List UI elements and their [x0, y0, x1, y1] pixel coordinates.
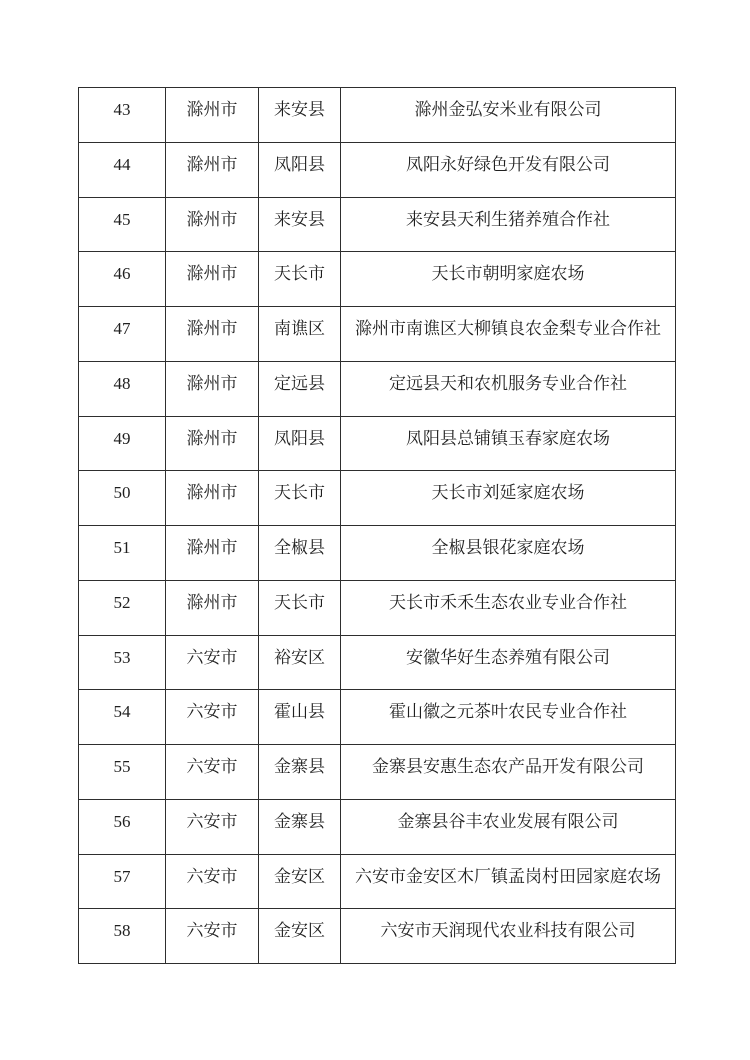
cell-county: 来安县	[259, 88, 341, 143]
table-row	[79, 799, 676, 854]
cell-organization: 来安县天利生猪养殖合作社	[341, 197, 676, 252]
table-row	[79, 580, 676, 635]
cell-organization: 滁州市南谯区大柳镇良农金梨专业合作社	[341, 307, 676, 362]
cell-organization: 滁州金弘安米业有限公司	[341, 88, 676, 143]
table-row	[79, 690, 676, 745]
cell-city: 滁州市	[166, 361, 259, 416]
cell-number: 49	[79, 416, 166, 471]
cell-organization: 定远县天和农机服务专业合作社	[341, 361, 676, 416]
cell-organization: 凤阳永好绿色开发有限公司	[341, 142, 676, 197]
cell-county: 金寨县	[259, 799, 341, 854]
cell-city: 滁州市	[166, 580, 259, 635]
cell-county: 全椒县	[259, 526, 341, 581]
cell-county: 天长市	[259, 252, 341, 307]
organizations-table-body	[79, 88, 676, 964]
cell-city: 六安市	[166, 854, 259, 909]
cell-number: 58	[79, 909, 166, 964]
cell-city: 滁州市	[166, 88, 259, 143]
cell-number: 51	[79, 526, 166, 581]
cell-number: 56	[79, 799, 166, 854]
table-row	[79, 416, 676, 471]
cell-city: 六安市	[166, 799, 259, 854]
cell-county: 金安区	[259, 854, 341, 909]
table-row	[79, 909, 676, 964]
cell-organization: 安徽华好生态养殖有限公司	[341, 635, 676, 690]
table-row	[79, 526, 676, 581]
table-row	[79, 745, 676, 800]
table-row	[79, 307, 676, 362]
cell-organization: 天长市禾禾生态农业专业合作社	[341, 580, 676, 635]
organizations-table	[78, 87, 676, 964]
cell-county: 定远县	[259, 361, 341, 416]
cell-organization: 全椒县银花家庭农场	[341, 526, 676, 581]
table-row	[79, 88, 676, 143]
cell-county: 凤阳县	[259, 142, 341, 197]
cell-number: 54	[79, 690, 166, 745]
cell-county: 金安区	[259, 909, 341, 964]
cell-number: 47	[79, 307, 166, 362]
cell-number: 55	[79, 745, 166, 800]
cell-number: 50	[79, 471, 166, 526]
cell-organization: 金寨县安惠生态农产品开发有限公司	[341, 745, 676, 800]
cell-organization: 天长市刘延家庭农场	[341, 471, 676, 526]
cell-number: 52	[79, 580, 166, 635]
cell-county: 南谯区	[259, 307, 341, 362]
cell-organization: 凤阳县总铺镇玉春家庭农场	[341, 416, 676, 471]
cell-organization: 六安市天润现代农业科技有限公司	[341, 909, 676, 964]
cell-city: 六安市	[166, 909, 259, 964]
cell-number: 48	[79, 361, 166, 416]
cell-city: 滁州市	[166, 307, 259, 362]
cell-organization: 霍山徽之元茶叶农民专业合作社	[341, 690, 676, 745]
cell-city: 滁州市	[166, 471, 259, 526]
cell-number: 57	[79, 854, 166, 909]
table-row	[79, 635, 676, 690]
cell-number: 43	[79, 88, 166, 143]
cell-organization: 金寨县谷丰农业发展有限公司	[341, 799, 676, 854]
cell-county: 来安县	[259, 197, 341, 252]
table-row	[79, 471, 676, 526]
cell-county: 裕安区	[259, 635, 341, 690]
cell-organization: 六安市金安区木厂镇孟岗村田园家庭农场	[341, 854, 676, 909]
cell-city: 六安市	[166, 635, 259, 690]
table-row	[79, 197, 676, 252]
table-row	[79, 142, 676, 197]
cell-county: 凤阳县	[259, 416, 341, 471]
table-row	[79, 252, 676, 307]
cell-organization: 天长市朝明家庭农场	[341, 252, 676, 307]
cell-city: 六安市	[166, 690, 259, 745]
cell-city: 滁州市	[166, 252, 259, 307]
cell-county: 天长市	[259, 580, 341, 635]
cell-county: 霍山县	[259, 690, 341, 745]
cell-city: 滁州市	[166, 197, 259, 252]
cell-number: 53	[79, 635, 166, 690]
cell-city: 滁州市	[166, 526, 259, 581]
cell-number: 44	[79, 142, 166, 197]
cell-county: 天长市	[259, 471, 341, 526]
cell-county: 金寨县	[259, 745, 341, 800]
cell-city: 滁州市	[166, 142, 259, 197]
table-row	[79, 361, 676, 416]
cell-number: 45	[79, 197, 166, 252]
table-row	[79, 854, 676, 909]
cell-city: 滁州市	[166, 416, 259, 471]
cell-number: 46	[79, 252, 166, 307]
cell-city: 六安市	[166, 745, 259, 800]
